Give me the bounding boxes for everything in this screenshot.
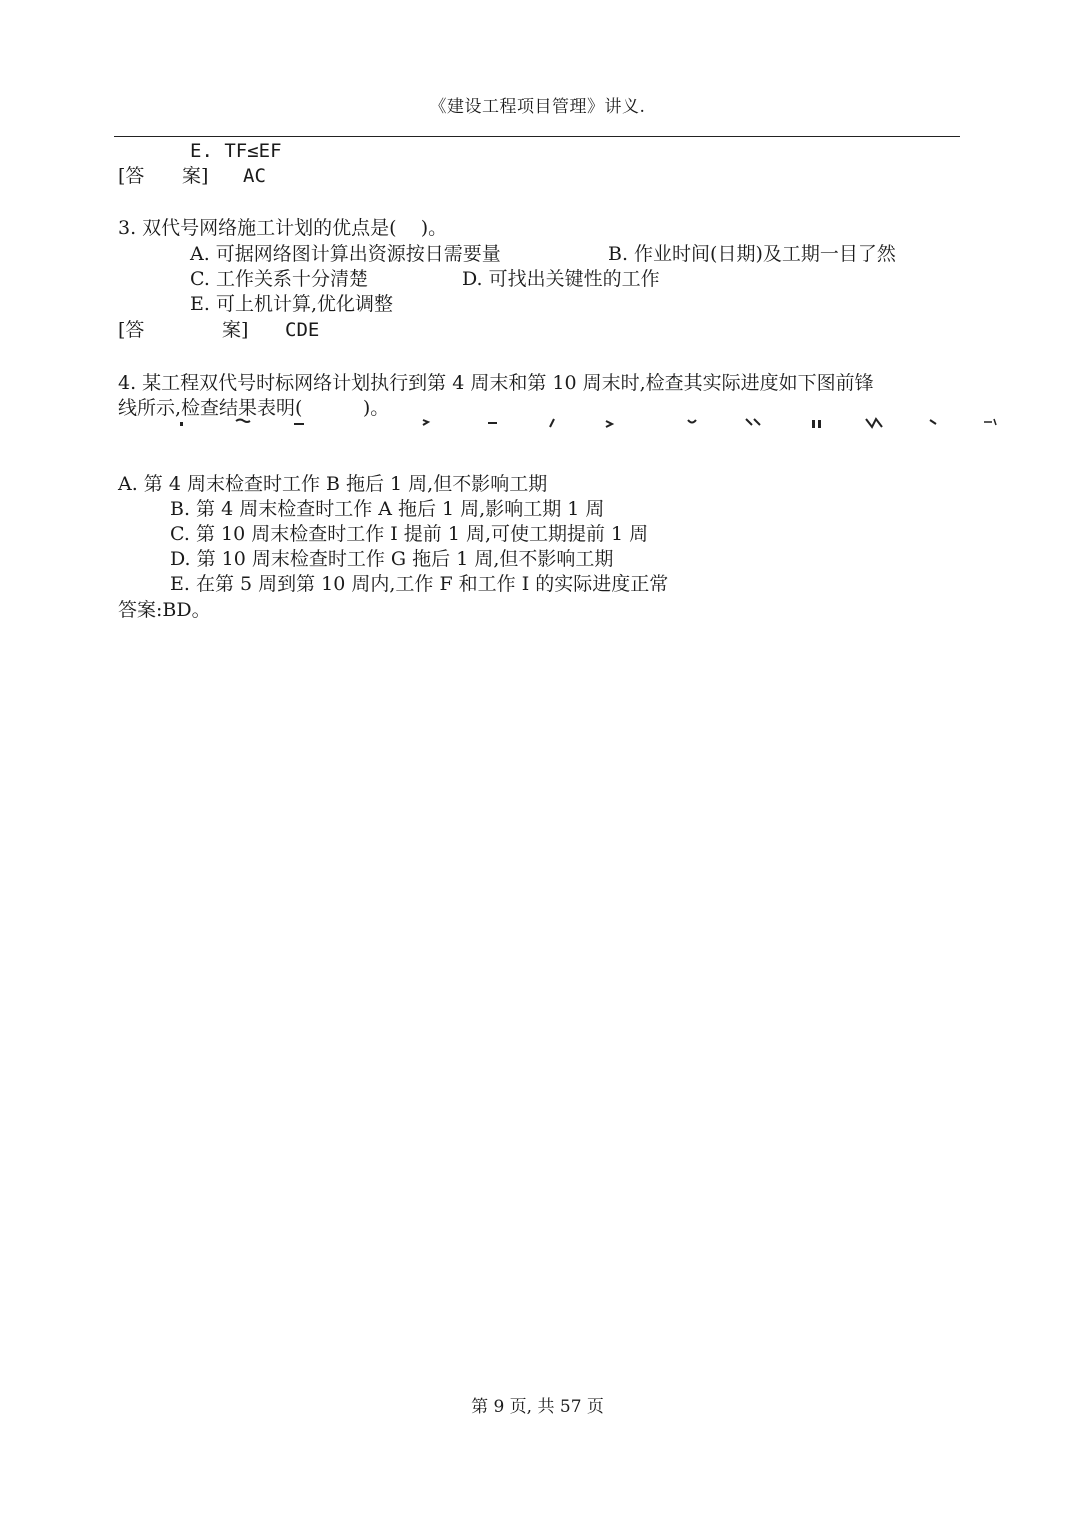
q3-answer-label-left: [答 xyxy=(118,319,145,341)
q2-option-e: E. TF≤EF xyxy=(190,140,282,162)
q4-stem-line1: 4. 某工程双代号时标网络计划执行到第 4 周末和第 10 周末时,检查其实际进度如下图前锋 xyxy=(118,372,874,394)
q4-option-d: D. 第 10 周末检查时工作 G 拖后 1 周,但不影响工期 xyxy=(170,548,614,570)
q4-stem-line2: 线所示,检查结果表明( )。 xyxy=(118,397,390,419)
q4-option-e: E. 在第 5 周到第 10 周内,工作 F 和工作 I 的实际进度正常 xyxy=(170,573,669,595)
q4-option-c: C. 第 10 周末检查时工作 I 提前 1 周,可使工期提前 1 周 xyxy=(170,523,649,545)
q2-answer-value: AC xyxy=(243,165,266,187)
q2-answer-label-left: [答 xyxy=(118,165,145,187)
page-number-footer: 第 9 页, 共 57 页 xyxy=(471,1397,604,1417)
header-divider xyxy=(114,136,960,137)
q2-answer-label-right: 案] xyxy=(182,165,209,187)
q4-option-a: A. 第 4 周末检查时工作 B 拖后 1 周,但不影响工期 xyxy=(118,473,548,495)
q3-option-d: D. 可找出关键性的工作 xyxy=(462,268,660,290)
q3-stem: 3. 双代号网络施工计划的优点是( )。 xyxy=(118,217,448,239)
q4-option-b: B. 第 4 周末检查时工作 A 拖后 1 周,影响工期 1 周 xyxy=(170,498,605,520)
q3-option-b: B. 作业时间(日期)及工期一目了然 xyxy=(608,243,896,265)
q4-answer: 答案:BD。 xyxy=(118,599,211,621)
document-header-title: 《建设工程项目管理》讲义. xyxy=(429,97,646,117)
q3-option-e: E. 可上机计算,优化调整 xyxy=(190,293,393,315)
q3-option-c: C. 工作关系十分清楚 xyxy=(190,268,368,290)
q3-answer-label-right: 案] xyxy=(222,319,249,341)
clipped-figure-artifact xyxy=(118,416,1018,430)
q3-answer-value: CDE xyxy=(285,319,320,341)
q3-option-a: A. 可据网络图计算出资源按日需要量 xyxy=(190,243,501,265)
